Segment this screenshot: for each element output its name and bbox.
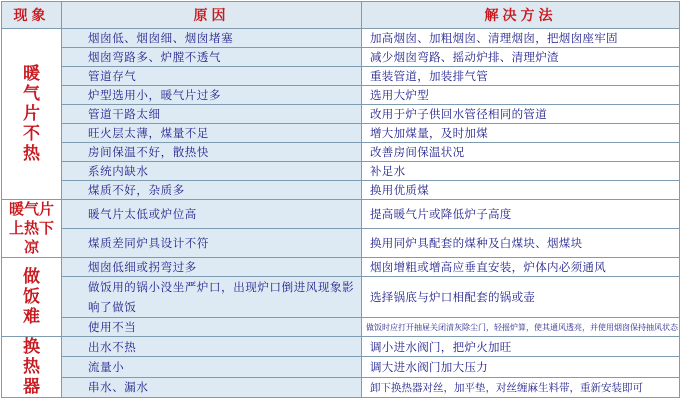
cause-cell: 管道干路太细 — [62, 105, 362, 124]
table-row — [2, 258, 680, 277]
troubleshooting-table — [1, 1, 680, 398]
solution-cell: 提高暖气片或降低炉子高度 — [362, 200, 680, 229]
cause-cell: 做饭用的锅小没坐严炉口，出现炉口倒进风现象影响了做饭 — [62, 277, 362, 318]
cause-cell: 房间保温不好，散热快 — [62, 143, 362, 162]
phenomenon-cell — [2, 29, 62, 200]
cause-cell: 烟囱弯路多、炉膛不透气 — [62, 48, 362, 67]
table-row — [2, 162, 680, 181]
table-row — [2, 277, 680, 318]
cause-cell: 煤质差同炉具设计不符 — [62, 229, 362, 258]
table-row — [2, 48, 680, 67]
table-row — [2, 200, 680, 229]
cause-cell: 管道存气 — [62, 67, 362, 86]
solution-cell: 改善房间保温状况 — [362, 143, 680, 162]
cause-cell: 出水不热 — [62, 337, 362, 357]
solution-cell: 加高烟囱、加粗烟囱、清理烟囱，把烟囱座牢固 — [362, 29, 680, 48]
phenomenon-cell — [2, 258, 62, 337]
header-phenomenon: 现象 — [2, 2, 62, 29]
table-row — [2, 337, 680, 357]
phenomenon-label: 做饭难 — [23, 267, 40, 327]
table-row — [2, 357, 680, 377]
cause-cell: 旺火层太薄，煤量不足 — [62, 124, 362, 143]
cause-cell: 烟囱低细或拐弯过多 — [62, 258, 362, 277]
solution-cell: 调大进水阀门加大压力 — [362, 357, 680, 377]
table-row — [2, 181, 680, 200]
solution-cell: 重装管道，加装排气管 — [362, 67, 680, 86]
cause-cell: 串水、漏水 — [62, 377, 362, 397]
cause-cell: 烟囱低、烟囱细、烟囱堵塞 — [62, 29, 362, 48]
solution-cell: 减少烟囱弯路、摇动炉排、清理炉渣 — [362, 48, 680, 67]
table-row — [2, 105, 680, 124]
header-row — [2, 2, 680, 29]
cause-cell: 暖气片太低或炉位高 — [62, 200, 362, 229]
solution-cell: 换用同炉具配套的煤种及白煤块、烟煤块 — [362, 229, 680, 258]
solution-cell: 烟囱增粗或增高应垂直安装，炉体内必须通风 — [362, 258, 680, 277]
table-row — [2, 67, 680, 86]
table-row — [2, 86, 680, 105]
solution-cell: 增大加煤量，及时加煤 — [362, 124, 680, 143]
solution-cell: 做饭时应打开抽屉关闭清灰除尘门，轻摇炉算，使其通风透亮，并使用烟囱保持抽风状态 — [362, 318, 680, 337]
cause-cell: 流量小 — [62, 357, 362, 377]
solution-cell: 调小进水阀门，把炉火加旺 — [362, 337, 680, 357]
header-solution: 解决方法 — [362, 2, 680, 29]
table-row — [2, 29, 680, 48]
header-cause: 原因 — [62, 2, 362, 29]
phenomenon-label: 换热器 — [23, 337, 40, 397]
cause-cell: 系统内缺水 — [62, 162, 362, 181]
phenomenon-cell — [2, 200, 62, 258]
solution-cell: 卸下换热器对丝，加平垫，对丝缠麻生料带，重新安装即可 — [362, 377, 680, 397]
solution-cell: 换用优质煤 — [362, 181, 680, 200]
table-row — [2, 229, 680, 258]
phenomenon-cell — [2, 337, 62, 398]
table-row — [2, 124, 680, 143]
table-row — [2, 318, 680, 337]
table-row — [2, 377, 680, 397]
table-row — [2, 143, 680, 162]
phenomenon-label: 暖气片上热下凉 — [8, 200, 54, 256]
cause-cell: 使用不当 — [62, 318, 362, 337]
solution-cell: 选择锅底与炉口相配套的锅或壶 — [362, 277, 680, 318]
solution-cell: 补足水 — [362, 162, 680, 181]
solution-cell: 改用于炉子供回水管径相同的管道 — [362, 105, 680, 124]
phenomenon-label: 暖气片不热 — [23, 64, 40, 164]
solution-cell: 选用大炉型 — [362, 86, 680, 105]
cause-cell: 煤质不好，杂质多 — [62, 181, 362, 200]
cause-cell: 炉型选用小，暖气片过多 — [62, 86, 362, 105]
